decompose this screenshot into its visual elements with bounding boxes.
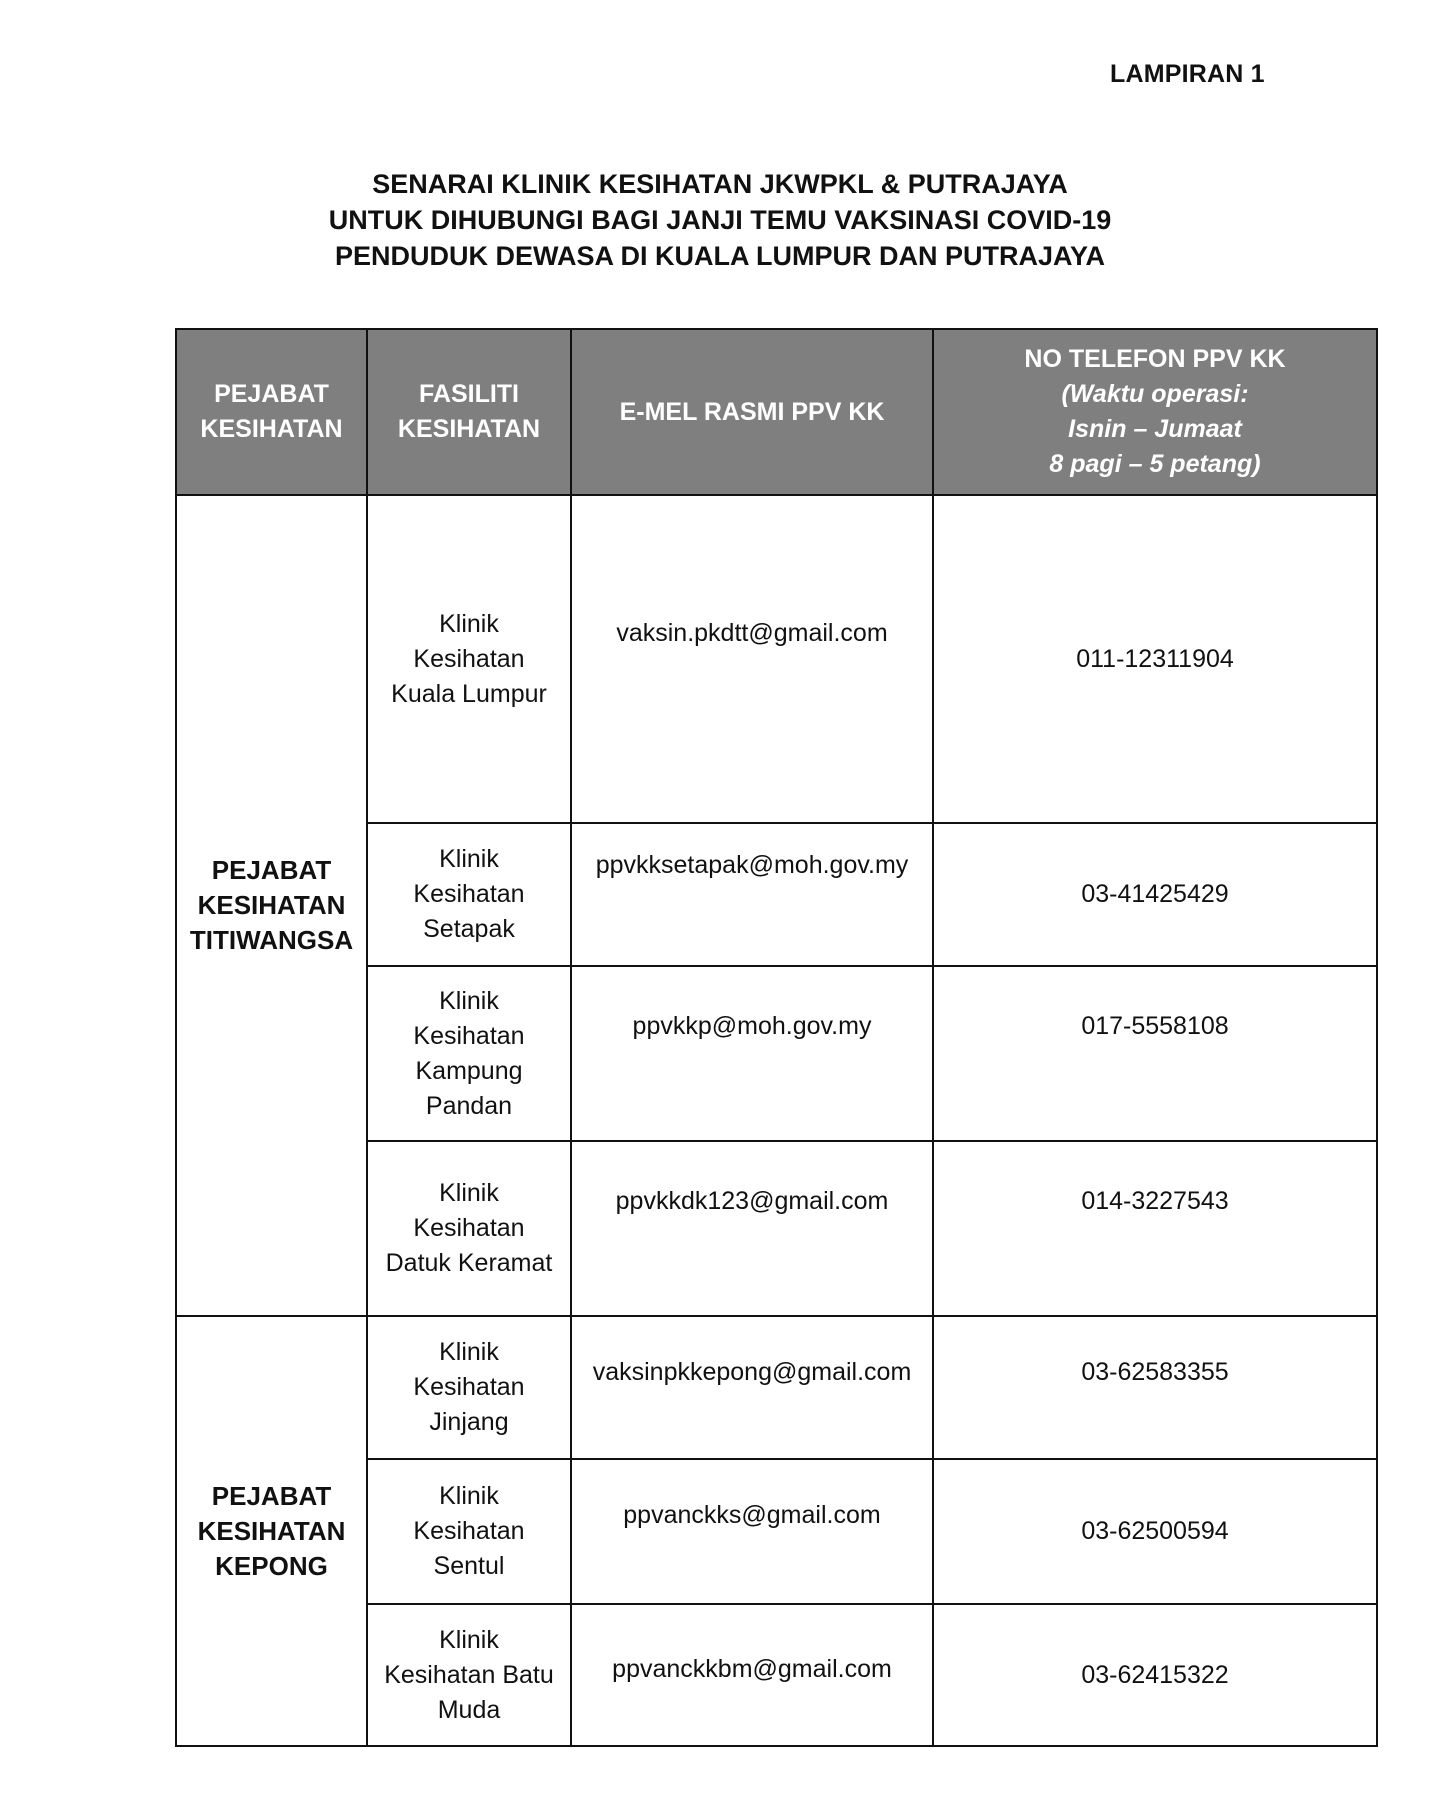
clinic-contact-table xyxy=(175,328,1378,1747)
phone-number[interactable]: 014-3227543 xyxy=(1081,1187,1229,1215)
email-cell xyxy=(571,1459,933,1604)
email-cell xyxy=(571,823,933,966)
header-facility: FASILITI KESIHATAN xyxy=(367,329,571,495)
facility-cell: Klinik Kesihatan Batu Muda xyxy=(367,1604,571,1746)
phone-cell xyxy=(933,1459,1377,1604)
email-link[interactable]: ppvkkdk123@gmail.com xyxy=(615,1187,889,1215)
phone-number[interactable]: 017-5558108 xyxy=(1081,1012,1229,1040)
email-cell xyxy=(571,1141,933,1316)
phone-cell xyxy=(933,823,1377,966)
office-cell: PEJABAT KESIHATAN TITIWANGSA xyxy=(176,495,367,1316)
phone-number[interactable]: 011-12311904 xyxy=(1076,644,1234,673)
operating-hours: (Waktu operasi: xyxy=(1061,380,1249,408)
phone-cell xyxy=(933,966,1377,1141)
email-link[interactable]: ppvanckks@gmail.com xyxy=(623,1501,881,1529)
annex-label: LAMPIRAN 1 xyxy=(1110,60,1265,88)
table-row xyxy=(176,1316,1377,1459)
facility-cell: Klinik Kesihatan Datuk Keramat xyxy=(367,1141,571,1316)
title-line: SENARAI KLINIK KESIHATAN JKWPKL & PUTRAJAYA xyxy=(372,169,1068,199)
email-link[interactable]: vaksinpkkepong@gmail.com xyxy=(592,1358,912,1386)
email-link[interactable]: ppvkkp@moh.gov.my xyxy=(632,1012,872,1040)
header-email: E-MEL RASMI PPV KK xyxy=(571,329,933,495)
phone-cell xyxy=(933,1316,1377,1459)
phone-cell xyxy=(933,1141,1377,1316)
phone-number[interactable]: 03-62583355 xyxy=(1081,1358,1229,1386)
title-line: UNTUK DIHUBUNGI BAGI JANJI TEMU VAKSINASI COVID-19 xyxy=(328,205,1112,235)
office-cell: PEJABAT KESIHATAN KEPONG xyxy=(176,1316,367,1746)
table-row xyxy=(176,495,1377,823)
header-office: PEJABAT KESIHATAN xyxy=(176,329,367,495)
phone-cell xyxy=(933,1604,1377,1746)
phone-number[interactable]: 03-41425429 xyxy=(1081,880,1229,908)
email-cell xyxy=(571,495,933,823)
header-phone: NO TELEFON PPV KK (Waktu operasi: Isnin – Jumaat 8 pagi – 5 petang) xyxy=(933,329,1377,495)
phone-number[interactable]: 03-62500594 xyxy=(1081,1517,1229,1545)
email-link[interactable]: ppvkksetapak@moh.gov.my xyxy=(595,851,909,879)
email-link[interactable]: vaksin.pkdtt@gmail.com xyxy=(616,618,888,647)
phone-cell xyxy=(933,495,1377,823)
operating-hours: Isnin – Jumaat xyxy=(1068,415,1242,443)
facility-cell: Klinik Kesihatan Sentul xyxy=(367,1459,571,1604)
phone-number[interactable]: 03-62415322 xyxy=(1081,1660,1229,1689)
table-header-row xyxy=(176,329,1377,495)
email-link[interactable]: ppvanckkbm@gmail.com xyxy=(612,1654,892,1683)
email-cell xyxy=(571,1604,933,1746)
operating-hours: 8 pagi – 5 petang) xyxy=(1049,450,1261,478)
facility-cell: Klinik Kesihatan Kuala Lumpur xyxy=(367,495,571,823)
facility-cell: Klinik Kesihatan Jinjang xyxy=(367,1316,571,1459)
facility-cell: Klinik Kesihatan Setapak xyxy=(367,823,571,966)
email-cell xyxy=(571,1316,933,1459)
title-line: PENDUDUK DEWASA DI KUALA LUMPUR DAN PUTRAJAYA xyxy=(334,241,1106,271)
email-cell xyxy=(571,966,933,1141)
document-title xyxy=(0,166,1440,274)
facility-cell: Klinik Kesihatan Kampung Pandan xyxy=(367,966,571,1141)
